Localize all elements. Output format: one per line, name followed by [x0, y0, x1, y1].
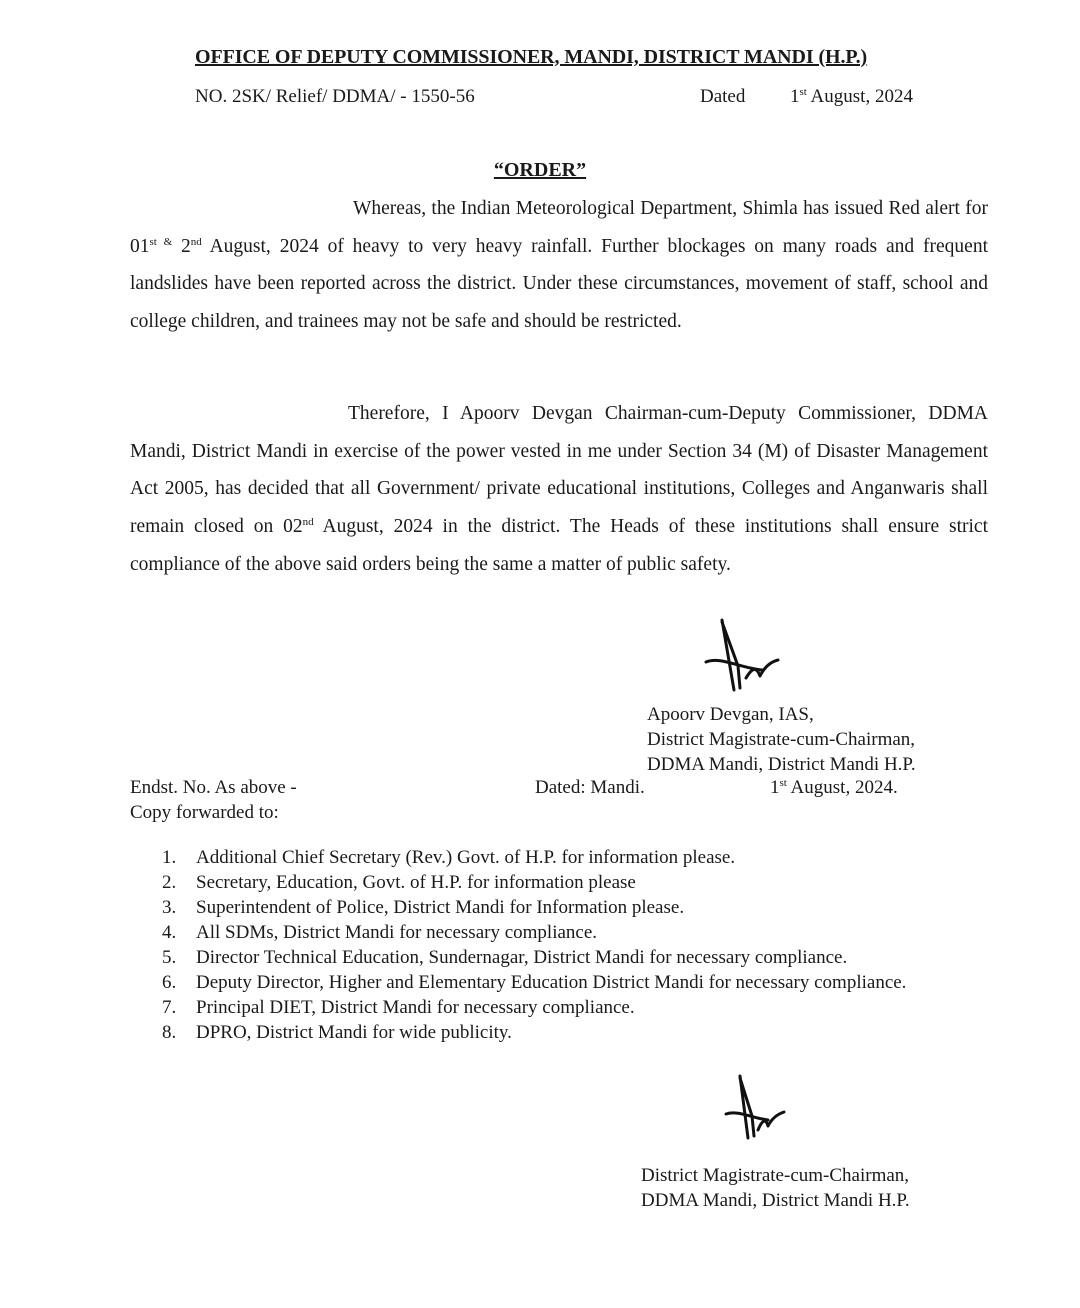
signatory-name: Apoorv Devgan, IAS,	[647, 704, 814, 725]
signatory-office: DDMA Mandi, District Mandi H.P.	[641, 1190, 910, 1211]
signatory-block-2	[641, 1163, 910, 1213]
list-item: 4. All SDMs, District Mandi for necessary compliance.	[162, 922, 598, 943]
office-title: OFFICE OF DEPUTY COMMISSIONER, MANDI, DISTRICT MANDI (H.P.)	[195, 46, 868, 68]
list-item: 8. DPRO, District Mandi for wide publicity.	[162, 1022, 512, 1043]
reference-number: NO. 2SK/ Relief/ DDMA/ - 1550-56	[195, 86, 475, 107]
signatory-designation: District Magistrate-cum-Chairman,	[647, 729, 916, 750]
endorsement-dated-place: Dated: Mandi.	[535, 777, 645, 798]
dated-label: Dated	[700, 86, 746, 107]
list-item: 1. Additional Chief Secretary (Rev.) Govt. of H.P. for information please.	[162, 847, 736, 868]
list-item: 3. Superintendent of Police, District Mandi for Information please.	[162, 897, 685, 918]
list-item: 6. Deputy Director, Higher and Elementary Education District Mandi for necessary compliance.	[162, 972, 907, 993]
endorsement-date: 1st August, 2024.	[770, 777, 898, 798]
copy-forwarded-label: Copy forwarded to:	[130, 802, 279, 823]
signatory-office: DDMA Mandi, District Mandi H.P.	[647, 754, 916, 775]
order-heading: “ORDER”	[493, 159, 587, 181]
list-item: 5. Director Technical Education, Sundernagar, District Mandi for necessary compliance.	[162, 947, 848, 968]
list-item: 2. Secretary, Education, Govt. of H.P. for information please	[162, 872, 636, 893]
paragraph-whereas: Whereas, the Indian Meteorological Department, Shimla has issued Red alert for $01^{st \&}$ 2nd August, 2024 of heavy to very heavy rainfall. Further blockages on many roads and frequent landslides have been reported across the district. Under these circumstances, movement of staff, school and college children, and trainees may not be safe and should be restricted.	[130, 198, 988, 333]
signatory-designation: District Magistrate-cum-Chairman,	[641, 1165, 910, 1186]
paragraph-therefore: Therefore, I Apoorv Devgan Chairman-cum-Deputy Commissioner, DDMA Mandi, District Mandi in exercise of the power vested in me under Section 34 (M) of Disaster Management Act 2005, has decided that all Government/ private educational institutions, Colleges and Anganwaris shall remain closed on 02nd August, 2024 in the district. The Heads of these institutions shall ensure strict compliance of the above said orders being the same a matter of public safety.	[130, 403, 988, 575]
signatory-block	[647, 702, 916, 777]
endorsement-number: Endst. No. As above -	[130, 777, 297, 798]
signature-icon	[722, 1072, 792, 1144]
order-date: 1st August, 2024	[790, 86, 913, 107]
signature-icon	[700, 616, 790, 696]
recipient-list	[162, 845, 962, 1045]
list-item: 7. Principal DIET, District Mandi for necessary compliance.	[162, 997, 635, 1018]
